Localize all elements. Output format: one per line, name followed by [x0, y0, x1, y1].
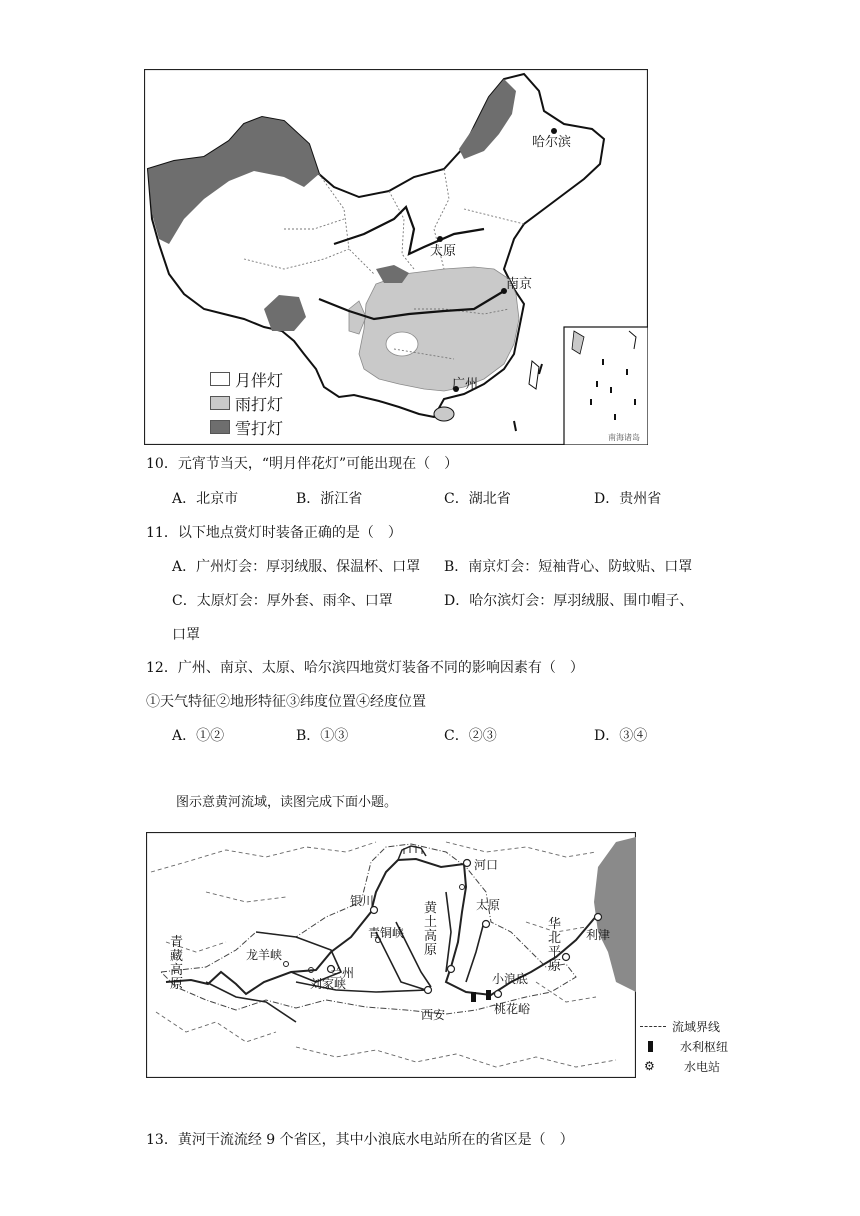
legend-label-moon: 月伴灯: [235, 370, 284, 390]
q11-option-d-cont: 口罩: [172, 627, 200, 643]
legend2-item-boundary: [640, 1016, 728, 1036]
city-circle-1: [448, 966, 455, 973]
legend-swatch-snow: [210, 420, 230, 434]
yellow-river-map: [146, 832, 636, 1078]
dashed-line-icon: [640, 1026, 666, 1027]
q11-stem: 11．以下地点赏灯时装备正确的是（ ）: [146, 525, 402, 541]
legend-item-moon: [210, 367, 283, 391]
hekou-circle: [464, 860, 471, 867]
dam-bar-1: [471, 992, 476, 1002]
intro-text: 图示意黄河流域，读图完成下面小题。: [176, 795, 398, 810]
gear-icon: ⚙: [644, 1059, 655, 1073]
lijin-circle: [595, 914, 602, 921]
q12-option-c: C．②③: [444, 728, 497, 744]
dam-bar-2: [486, 990, 491, 1000]
label-taiyuan: 太原: [430, 244, 457, 259]
xian-circle: [425, 987, 432, 994]
legend-item-snow: [210, 415, 283, 439]
huabei-circle: [563, 954, 570, 961]
q11-option-d: D．哈尔滨灯会：厚羽绒服、围巾帽子、: [444, 593, 694, 609]
label-longyangxia: 龙羊峡: [246, 948, 283, 962]
china-weather-map: [144, 69, 648, 445]
legend2-item-hydro: [640, 1056, 728, 1076]
q10-option-c: C．湖北省: [444, 491, 511, 507]
q12-stem: 12．广州、南京、太原、哈尔滨四地赏灯装备不同的影响因素有（ ）: [146, 660, 584, 676]
legend2-label-boundary: 流域界线: [672, 1019, 721, 1034]
label-taohuayu: 桃花峪: [494, 1002, 531, 1016]
label-qingzang: 青藏高原: [170, 935, 184, 992]
q12-option-d: D．③④: [594, 728, 648, 744]
label-qingtongxia: 青铜峡: [368, 926, 405, 940]
inset-label: 南海诸岛: [608, 433, 640, 442]
label-xiaolangdi: 小浪底: [492, 972, 529, 986]
q12-option-a: A．①②: [172, 728, 225, 744]
legend-label-rain: 雨打灯: [235, 394, 284, 414]
label-guangzhou: 广州: [452, 377, 479, 392]
legend2-item-dam: [640, 1036, 728, 1056]
legend-swatch-rain: [210, 396, 230, 410]
xiaolangdi-circle: [495, 991, 502, 998]
legend-item-rain: [210, 391, 283, 415]
label-lijin: 利津: [586, 928, 611, 942]
legend2-label-dam: 水利枢纽: [680, 1039, 729, 1054]
map2-legend: [640, 1016, 728, 1076]
taiyuan-circle: [483, 921, 490, 928]
label-liujiaxia: 刘家峡: [310, 977, 347, 991]
label-yinchuan: 银川: [350, 894, 375, 908]
label-lanzhou: 兰州: [330, 966, 355, 980]
q11-option-c: C．太原灯会：厚外套、雨伞、口罩: [172, 593, 393, 609]
q10-option-d: D．贵州省: [594, 491, 662, 507]
q12-option-b: B．①③: [296, 728, 349, 744]
q11-option-b: B．南京灯会：短袖背心、防蚊贴、口罩: [444, 559, 693, 575]
yellow-river-svg: [146, 832, 636, 1078]
label-hekou: 河口: [474, 858, 499, 872]
q10-option-a: A．北京市: [172, 491, 239, 507]
label-huabei: 华北平原: [548, 917, 562, 974]
q12-items: ①天气特征②地形特征③纬度位置④经度位置: [146, 694, 426, 710]
map1-legend: [210, 367, 283, 439]
label-taiyuan2: 太原: [476, 898, 501, 912]
q11-option-a: A．广州灯会：厚羽绒服、保温杯、口罩: [172, 559, 421, 575]
q10-option-b: B．浙江省: [296, 491, 363, 507]
label-harbin: 哈尔滨: [532, 135, 572, 150]
black-bar-icon: [648, 1041, 653, 1052]
q13-stem: 13．黄河干流流经 9 个省区，其中小浪底水电站所在的省区是（ ）: [146, 1132, 574, 1148]
legend-label-snow: 雪打灯: [235, 418, 284, 438]
legend-swatch-moon: [210, 372, 230, 386]
label-xian: 西安: [421, 1008, 446, 1022]
q10-stem: 10．元宵节当天，“明月伴花灯”可能出现在（ ）: [146, 456, 459, 472]
label-huangtu: 黄土高原: [424, 901, 438, 958]
label-nanjing: 南京: [506, 277, 533, 292]
legend2-label-hydro: 水电站: [684, 1059, 721, 1074]
